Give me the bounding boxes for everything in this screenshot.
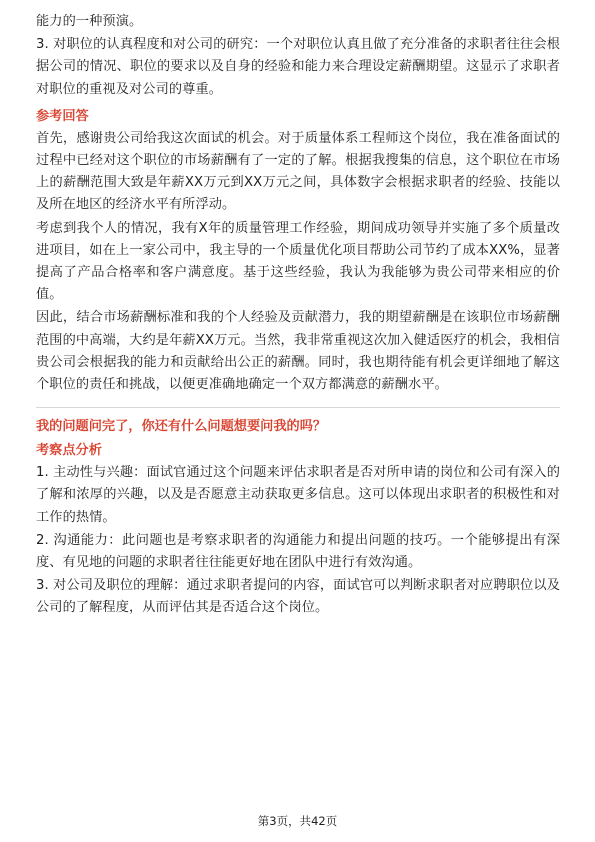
answer-heading: 参考回答 xyxy=(36,108,89,124)
section-divider xyxy=(36,407,560,408)
analysis-heading: 考察点分析 xyxy=(36,443,102,459)
analysis-paragraph: 3. 对公司及职位的理解：通过求职者提问的内容，面试官可以判断求职者对应聘职位以及公司的了解程度，从而评估其是否适合这个岗位。 xyxy=(36,578,560,616)
analysis-paragraph: 1. 主动性与兴趣：面试官通过这个问题来评估求职者是否对所申请的岗位和公司有深入的了解和浓厚的兴趣，以及是否愿意主动获取更多信息。这可以体现出求职者的积极性和对工作的热情。 xyxy=(36,465,560,525)
body-paragraph: 3. 对职位的认真程度和对公司的研究：一个对职位认真且做了充分准备的求职者往往会根据公司的情况、职位的要求以及自身的经验和能力来合理设定薪酬期望。这显示了求职者对职位的重视及对公司的尊重。 xyxy=(36,37,560,97)
analysis-paragraph: 2. 沟通能力：此问题也是考察求职者的沟通能力和提出问题的技巧。一个能够提出有深度、有见地的问题的求职者往往能更好地在团队中进行有效沟通。 xyxy=(36,532,560,571)
page-content xyxy=(36,11,560,621)
answer-paragraph: 考虑到我个人的情况，我有X年的质量管理工作经验，期间成功领导并实施了多个质量改进项目，如在上一家公司中，我主导的一个质量优化项目帮助公司节约了成本XX%，显著提高了产品合格率和客户满意度。基于这些经验，我认为我能够为贵公司带来相应的价值。 xyxy=(36,220,560,303)
body-paragraph: 能力的一种预演。 xyxy=(36,14,143,29)
answer-paragraph: 首先，感谢贵公司给我这次面试的机会。对于质量体系工程师这个岗位，我在准备面试的过程中已经对这个职位的市场薪酬有了一定的了解。根据我搜集的信息，这个职位在市场上的薪酬范围大致是年薪XX万元到XX万元之间，具体数字会根据求职者的经验、技能以及所在地区的经济水平有所浮动。 xyxy=(36,130,560,213)
answer-paragraph: 因此，结合市场薪酬标准和我的个人经验及贡献潜力，我的期望薪酬是在该职位市场薪酬范围的中高端，大约是年薪XX万元。当然，我非常重视这次加入健适医疗的机会，我相信贵公司会根据我的能力和贡献给出公正的薪酬。同时，我也期待能有机会更详细地了解这个职位的责任和挑战，以便更准确地确定一个双方都满意的薪酬水平。 xyxy=(36,310,560,393)
page-number: 第3页，共42页 xyxy=(257,814,338,828)
question-title: 我的问题问完了，你还有什么问题想要问我的吗？ xyxy=(36,419,327,435)
